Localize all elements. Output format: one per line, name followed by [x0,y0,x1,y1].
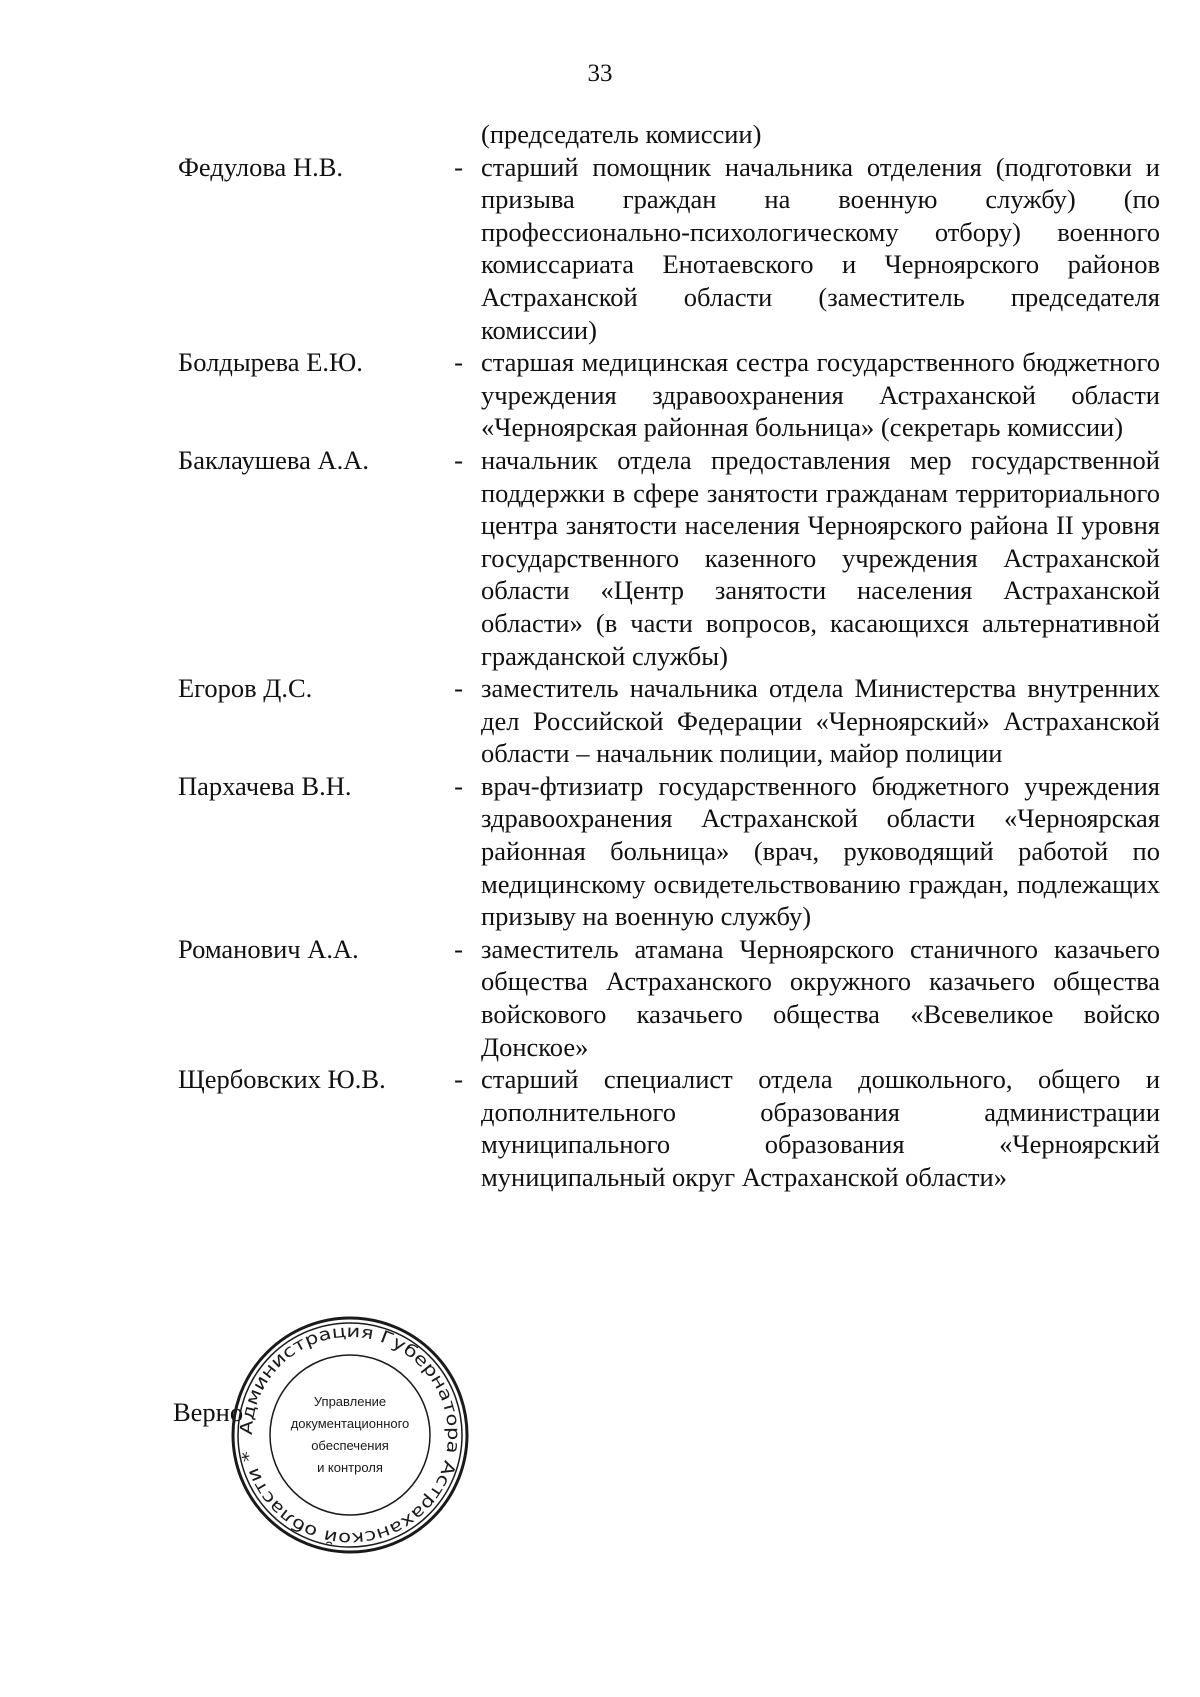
member-position: (председатель комиссии) [481,119,762,149]
commission-member-entry [178,672,1160,770]
member-position: заместитель начальника отдела Министерства внутренних дел Российской Федерации «Черноярский» Астраханской области – начальник полиции, майор полиции [481,673,1160,769]
member-position: врач-фтизиатр государственного бюджетного учреждения здравоохранения Астраханской области «Черноярская районная больница» (врач, руководящий работой по медицинскому освидетельствованию граждан, подлежащих призыву на военную службу) [481,770,1160,932]
seal-ring-text: Администрация Губернатора Астраханской области * [236,1321,464,1549]
entry-dash: - [454,1064,463,1095]
page-number: 33 [587,60,613,87]
entry-dash: - [454,151,463,182]
entry-dash: - [454,770,463,801]
member-name: Федулова Н.В. [178,151,344,182]
official-seal [230,1315,470,1555]
commission-member-entry [178,151,1160,347]
commission-member-entry [178,118,1160,151]
member-name: Егоров Д.С. [178,673,313,704]
member-name: Болдырева Е.Ю. [178,347,363,378]
commission-member-entry [178,444,1160,672]
seal-center-line: документационного [290,1416,410,1431]
seal-inner-ring [270,1355,430,1515]
member-position: старший специалист отдела дошкольного, общего и дополнительного образования администрации муниципального образования «Черноярский муниципальный округ Астраханской области» [481,1064,1160,1192]
member-position: старший помощник начальника отделения (подготовки и призыва граждан на военную службу) (по профессионально-психологическому отбору) военного комиссариата Енотаевского и Черноярского районов Астраханской области (заместитель председателя комиссии) [481,151,1160,345]
member-position: старшая медицинская сестра государственного бюджетного учреждения здравоохранения Астраханской области «Черноярская районная больница» (секретарь комиссии) [481,347,1160,443]
commission-member-entry [178,346,1160,444]
commission-member-entry [178,1063,1160,1193]
entry-dash [436,118,481,151]
entry-dash: - [454,673,463,704]
member-name: Пархачева В.Н. [178,770,352,801]
seal-graphic [230,1315,470,1555]
member-position: заместитель атамана Черноярского станичного казачьего общества Астраханского окружного казачьего общества войскового казачьего общества «Всевеликое войско Донское» [481,933,1160,1062]
seal-center-line: и контроля [317,1460,383,1475]
entry-dash: - [454,347,463,378]
member-name: Баклаушева А.А. [178,444,369,475]
seal-center-line: Управление [313,1394,387,1409]
commission-member-list [178,118,1160,1194]
seal-center-line: обеспечения [311,1438,389,1453]
certification-word: Верно [173,1397,244,1427]
seal-outer-ring [233,1318,467,1552]
member-position: начальник отдела предоставления мер государственной поддержки в сфере занятости гражданам территориального центра занятости населения Черноярского района II уровня государственного казенного учреждения Астраханской области «Центр занятости населения Астраханской области» (в части вопросов, касающихся альтернативной гражданской службы) [481,444,1160,671]
entry-dash: - [454,444,463,475]
member-name: Щербовских Ю.В. [178,1064,386,1095]
member-name [178,118,428,151]
commission-member-entry [178,770,1160,933]
entry-dash: - [454,933,463,964]
commission-member-entry [178,933,1160,1063]
member-name: Романович А.А. [178,933,359,964]
